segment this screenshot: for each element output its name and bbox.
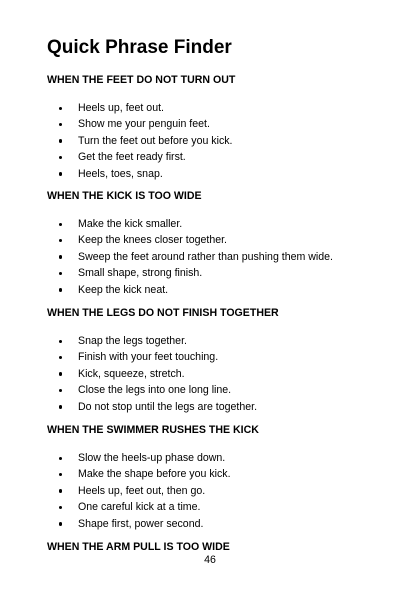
list-item-text: Make the kick smaller.	[78, 218, 183, 230]
list-item-text: Keep the kick neat.	[78, 283, 169, 296]
bullet-dot-icon	[59, 107, 62, 110]
list-item-text: Kick, squeeze, stretch.	[78, 367, 185, 380]
list-item-text: Sweep the feet around rather than pushing them wide.	[78, 250, 334, 263]
list-item-text: Heels, toes, snap.	[78, 167, 163, 180]
bullet-dot-icon	[59, 223, 62, 226]
section-heading: WHEN THE KICK IS TOO WIDE	[47, 190, 202, 202]
section-heading: WHEN THE SWIMMER RUSHES THE KICK	[47, 424, 259, 436]
list-item-text: One careful kick at a time.	[78, 501, 201, 514]
bullet-dot-icon	[59, 522, 62, 525]
list-item-text: Snap the legs together.	[78, 335, 187, 347]
bullet-dot-icon	[59, 457, 62, 460]
page-number: 46	[204, 554, 216, 566]
list-item-text: Show me your penguin feet.	[78, 118, 210, 131]
bullet-dot-icon	[59, 255, 62, 258]
bullet-dot-icon	[59, 123, 62, 126]
bullet-dot-icon	[59, 473, 62, 476]
bullet-dot-icon	[59, 356, 62, 359]
bullet-dot-icon	[59, 389, 62, 392]
list-item-text: Get the feet ready first.	[78, 151, 186, 164]
section-heading: WHEN THE FEET DO NOT TURN OUT	[47, 74, 236, 86]
list-item-text: Turn the feet out before you kick.	[78, 134, 233, 147]
bullet-dot-icon	[59, 272, 62, 275]
bullet-dot-icon	[59, 139, 62, 142]
bullet-dot-icon	[59, 340, 62, 343]
list-item-text: Make the shape before you kick.	[78, 468, 231, 481]
list-item-text: Slow the heels-up phase down.	[78, 452, 226, 464]
list-item-text: Do not stop until the legs are together.	[78, 400, 258, 413]
bullet-dot-icon	[59, 405, 62, 408]
list-item-text: Heels up, feet out.	[78, 102, 164, 114]
page-title: Quick Phrase Finder	[47, 37, 232, 58]
section-heading: WHEN THE ARM PULL IS TOO WIDE	[47, 541, 230, 553]
list-item-text: Small shape, strong finish.	[78, 267, 203, 280]
bullet-dot-icon	[59, 156, 62, 159]
section-heading: WHEN THE LEGS DO NOT FINISH TOGETHER	[47, 307, 279, 319]
bullet-dot-icon	[59, 288, 62, 291]
bullet-dot-icon	[59, 506, 62, 509]
bullet-dot-icon	[59, 172, 62, 175]
list-item-text: Shape first, power second.	[78, 517, 204, 530]
bullet-dot-icon	[59, 239, 62, 242]
bullet-dot-icon	[59, 372, 62, 375]
list-item-text: Keep the knees closer together.	[78, 234, 228, 247]
list-item-text: Close the legs into one long line.	[78, 384, 232, 397]
list-item-text: Finish with your feet touching.	[78, 351, 219, 364]
list-item-text: Heels up, feet out, then go.	[78, 484, 206, 497]
bullet-dot-icon	[59, 489, 62, 492]
